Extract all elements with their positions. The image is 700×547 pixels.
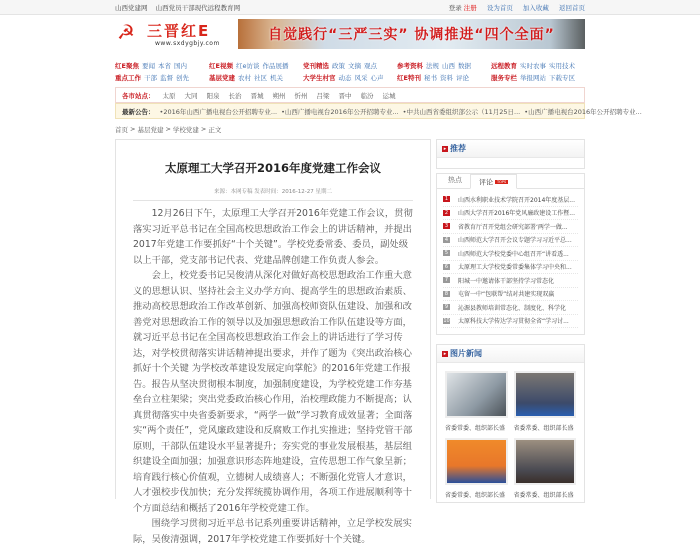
breadcrumb-separator: > bbox=[200, 125, 207, 133]
breadcrumb-item[interactable]: 学校党建 bbox=[172, 125, 199, 134]
station-link[interactable]: 忻州 bbox=[294, 91, 308, 100]
rank-number: 5 bbox=[444, 250, 449, 257]
site-logo[interactable] bbox=[115, 18, 227, 50]
ranking-item-title[interactable]: 屯留一中“包联帮”结对共建实现双赢 bbox=[458, 291, 555, 299]
breadcrumb-separator: > bbox=[130, 125, 136, 133]
nav-link[interactable]: 实用技术 bbox=[549, 61, 575, 70]
recommend-icon: ▸ bbox=[443, 145, 447, 152]
notice-link[interactable]: •山西广播电视台2016年公开招聘专业... bbox=[524, 107, 642, 116]
stations-label: 各市站点： bbox=[122, 91, 155, 100]
photo-news-title: 图片新闻 bbox=[450, 349, 482, 358]
tab-hot[interactable]: 热点 bbox=[448, 176, 462, 184]
breadcrumb bbox=[115, 119, 585, 139]
station-link[interactable]: 吕梁 bbox=[316, 91, 330, 100]
nav-link[interactable]: 作品展播 bbox=[262, 61, 289, 70]
hot-badge: TOPS bbox=[497, 180, 507, 184]
logo-text: 三晋红E bbox=[147, 22, 211, 40]
ranking-item-title[interactable]: 山西师范大学召开会议专题学习习近平总... bbox=[458, 237, 572, 245]
nav-group bbox=[115, 61, 209, 70]
ranking-item-title[interactable]: 山西大学召开2016年党风廉政建设工作暨... bbox=[458, 210, 575, 218]
rank-number: 7 bbox=[444, 277, 449, 284]
nav-section-link[interactable]: 红E视频 bbox=[209, 61, 233, 70]
nav-group bbox=[303, 61, 397, 70]
station-link[interactable]: 临汾 bbox=[360, 91, 374, 100]
nav-link[interactable]: 山西 bbox=[442, 61, 455, 70]
photo-news-box bbox=[436, 344, 585, 503]
ranking-box bbox=[436, 173, 585, 335]
station-link[interactable]: 运城 bbox=[382, 91, 396, 100]
nav-link[interactable]: 本省 bbox=[157, 61, 171, 70]
nav-link[interactable]: 社区 bbox=[254, 73, 267, 82]
nav-row bbox=[115, 59, 585, 71]
nav-link[interactable]: 文摘 bbox=[348, 61, 361, 70]
recommend-title: 推荐 bbox=[450, 144, 466, 153]
nav-link[interactable]: 下载专区 bbox=[549, 73, 575, 82]
ranking-item-title[interactable]: 阳城一中邀请体干部坚持学习常态化 bbox=[458, 277, 555, 285]
city-stations bbox=[115, 87, 585, 103]
ranking-item[interactable] bbox=[443, 261, 578, 275]
nav-section-link[interactable]: 参考资料 bbox=[397, 61, 423, 70]
nav-link[interactable]: 干部 bbox=[144, 73, 157, 82]
register-link[interactable]: 注册 bbox=[463, 4, 477, 12]
nav-group bbox=[209, 61, 303, 70]
nav-section-link[interactable]: 服务专栏 bbox=[491, 73, 517, 82]
back-home-link[interactable]: 返回首页 bbox=[559, 4, 585, 12]
recommend-box bbox=[436, 139, 585, 169]
photo-caption[interactable]: 省委常委、组织部长盛 bbox=[513, 492, 574, 499]
article-paragraph: 会上，校党委书记吴俊清从深化对做好高校思想政治工作重大意义的思想认识、坚持社会主义办学方向、提高学生的思想政治素质、推动高校思想政治工作改革创新、加强高校师资队伍建设、加强和改善党对思想政治工作的领导以及加强思想政治工作队伍建设等方面，就习近平总书记在全国高校思想政治工作会上的讲话进行了学习传达，对学校贯彻落实讲话精神提出要求，并作了题为《突出政治核心 抓好十个关键 为学校改革建设发展定向掌舵》的2016年党建工作报告。报告从坚决贯彻根本制度，加强制度建设，为学校党建工作夯基垒台立柱架梁；突出党委政治核心作用，治校理政能力不断提高；认真贯彻落实中央省委新要求，“两学一做”学习教育成效显著；全面落实“两个责任”，党风廉政建设和反腐败工作扎实推进；坚持党管干部原则，干部队伍建设水平显著提升；夯实党的事业发展根基，基层组织建设全面加强；加强意识形态阵地建设，宣传思想工作气象呈新；培育践行核心价值观，立德树人成绩喜人；不断强化党管人才意识，人才强校步伐加快；充分发挥统揽协调作用，各项工作进展顺利等十个方面总结和概括了2016年学校党建工作。 bbox=[133, 270, 413, 514]
article-paragraph: 12月26日下午，太原理工大学召开2016年党建工作会议，贯彻落实习近平总书记在全国高校思想政治工作会上的讲话精神，并提出2017年党建工作要抓好“十个关键”。学校党委常委、委员，副处级以上干部，党支部书记代表、党建品牌创建工作负责人参会。 bbox=[133, 208, 413, 266]
breadcrumb-item[interactable]: 首页 bbox=[115, 125, 128, 134]
article-title: 太原理工大学召开2016年度党建工作会议 bbox=[164, 161, 381, 175]
nav-link[interactable]: 实时农事 bbox=[520, 61, 546, 70]
article bbox=[115, 139, 431, 545]
station-link[interactable]: 太原 bbox=[162, 91, 176, 100]
ranking-item[interactable] bbox=[443, 247, 578, 261]
banner-slogan: 自觉践行“三严三实” 协调推进“四个全面” bbox=[268, 27, 555, 43]
nav-section-link[interactable]: 重点工作 bbox=[115, 73, 141, 82]
article-body bbox=[133, 206, 413, 547]
nav-group bbox=[209, 73, 303, 82]
nav-section-link[interactable]: 大学生村官 bbox=[303, 73, 336, 82]
slogan-banner bbox=[238, 19, 585, 49]
ranking-item-title[interactable]: 山西水利职业技术学院召开2014年度基层... bbox=[458, 196, 575, 204]
photo-thumbnail[interactable] bbox=[445, 438, 508, 485]
nav-link[interactable]: 评论 bbox=[455, 73, 469, 82]
station-link[interactable]: 长治 bbox=[228, 91, 242, 100]
rank-number: 3 bbox=[444, 223, 449, 230]
nav-link[interactable]: 农村 bbox=[238, 73, 251, 82]
ranking-item[interactable] bbox=[443, 288, 578, 302]
nav-section-link[interactable]: 党刊精选 bbox=[303, 61, 329, 70]
notice-label: 最新公告： bbox=[122, 107, 155, 116]
party-emblem-icon: ☭ bbox=[117, 20, 135, 44]
nav-section-link[interactable]: 远程教育 bbox=[491, 61, 517, 70]
nav-link[interactable]: 机关 bbox=[270, 73, 283, 82]
main-nav bbox=[115, 59, 585, 83]
rank-number: 9 bbox=[444, 304, 449, 311]
ranking-item-title[interactable]: 山西师范大学校党委中心组召开“讲看透... bbox=[458, 250, 569, 258]
tab-comments-label: 评论 bbox=[479, 178, 493, 187]
link-remote-edu[interactable]: 山西党员干部现代远程教育网 bbox=[155, 4, 241, 12]
nav-group bbox=[303, 73, 397, 82]
nav-link[interactable]: 秘书 bbox=[423, 73, 437, 82]
sidebar bbox=[436, 139, 585, 507]
station-link[interactable]: 阳泉 bbox=[206, 91, 220, 100]
nav-section-link[interactable]: 红E聚焦 bbox=[115, 61, 139, 70]
station-link[interactable]: 晋城 bbox=[250, 91, 264, 100]
notice-link[interactable]: •中共山西省委组织部公示（11月25日... bbox=[402, 107, 521, 116]
favorite-link[interactable]: 加入收藏 bbox=[522, 4, 549, 12]
photo-news-item[interactable] bbox=[445, 371, 508, 435]
nav-link[interactable]: 动态 bbox=[338, 73, 352, 82]
photo-news-item[interactable] bbox=[514, 438, 577, 502]
photo-thumbnail[interactable] bbox=[445, 371, 508, 418]
photo-thumbnail[interactable] bbox=[514, 371, 577, 418]
ranking-item[interactable] bbox=[443, 274, 578, 288]
nav-link[interactable]: 数据 bbox=[458, 61, 471, 70]
rank-number: 4 bbox=[444, 236, 449, 243]
nav-group bbox=[397, 73, 491, 82]
ranking-item[interactable] bbox=[443, 207, 578, 221]
ranking-item-title[interactable]: 太原理工大学校党委常委集体学习中央和... bbox=[458, 264, 572, 272]
breadcrumb-item[interactable]: 基层党建 bbox=[137, 125, 164, 134]
nav-section-link[interactable]: 红E特刊 bbox=[397, 73, 421, 82]
rank-number: 8 bbox=[444, 290, 449, 297]
nav-group bbox=[397, 61, 491, 70]
nav-link[interactable]: 观点 bbox=[364, 61, 377, 70]
notice-link[interactable]: •山西广播电视台2016年公开招聘专业... bbox=[281, 107, 399, 116]
nav-section-link[interactable]: 基层党建 bbox=[209, 73, 235, 82]
nav-row bbox=[115, 71, 585, 83]
ranking-list bbox=[437, 189, 584, 334]
nav-link[interactable]: 政策 bbox=[332, 61, 345, 70]
breadcrumb-separator: > bbox=[165, 125, 171, 133]
rank-number: 1 bbox=[444, 196, 449, 203]
ranking-item[interactable] bbox=[443, 193, 578, 207]
article-meta: 来源：本网专稿 发表时间：2016-12-27 星期二 bbox=[133, 187, 413, 201]
station-link[interactable]: 朔州 bbox=[272, 91, 286, 100]
photo-caption[interactable]: 省委常委、组织部长盛 bbox=[513, 425, 574, 432]
ranking-item[interactable] bbox=[443, 234, 578, 248]
article-paragraph: 围绕学习贯彻习近平总书记系列重要讲话精神，立足学校发展实际，吴俊清强调，2017年学校党建工作要抓好十个关键。 bbox=[133, 518, 412, 545]
ranking-item[interactable] bbox=[443, 315, 578, 329]
rank-number: 10 bbox=[443, 317, 450, 324]
photo-news-item[interactable] bbox=[445, 438, 508, 502]
photo-thumbnail[interactable] bbox=[514, 438, 577, 485]
login-link[interactable]: 登录 bbox=[448, 4, 462, 12]
nav-group bbox=[491, 73, 585, 82]
nav-link[interactable]: 风采 bbox=[354, 73, 368, 82]
station-link[interactable]: 晋中 bbox=[338, 91, 352, 100]
nav-link[interactable]: 法规 bbox=[426, 61, 439, 70]
rank-number: 2 bbox=[444, 209, 449, 216]
ranking-item-title[interactable]: 省教育厅召开党组会研究部署‘两学一做... bbox=[458, 223, 568, 231]
breadcrumb-item: 正文 bbox=[208, 125, 222, 134]
nav-link[interactable]: 举报网站 bbox=[520, 73, 546, 82]
nav-link[interactable]: 心声 bbox=[370, 73, 384, 82]
nav-link[interactable]: 要闻 bbox=[141, 61, 155, 70]
nav-link[interactable]: 监督 bbox=[160, 73, 173, 82]
photo-news-icon: ▸ bbox=[443, 350, 447, 357]
nav-link[interactable]: 红e访谈 bbox=[235, 61, 260, 70]
logo-url: www.sxdygbjy.com bbox=[155, 40, 220, 47]
notice-bar bbox=[115, 103, 642, 119]
nav-link[interactable]: 国内 bbox=[173, 61, 187, 70]
photo-news-item[interactable] bbox=[514, 371, 577, 435]
set-home-link[interactable]: 设为首页 bbox=[486, 4, 513, 12]
tab-comments[interactable] bbox=[470, 174, 517, 189]
nav-group bbox=[115, 73, 209, 82]
link-shanxi-party[interactable]: 山西党建网 bbox=[115, 4, 148, 12]
ranking-item-title[interactable]: 太原科技大学传达学习贯彻全省“学习讨... bbox=[458, 318, 569, 326]
ranking-item[interactable] bbox=[443, 301, 578, 315]
rank-number: 6 bbox=[444, 263, 449, 270]
nav-link[interactable]: 创先 bbox=[176, 73, 189, 82]
notice-link[interactable]: •2016年山西广播电视台公开招聘专业... bbox=[159, 107, 278, 116]
ranking-item[interactable] bbox=[443, 220, 578, 234]
nav-link[interactable]: 资料 bbox=[439, 73, 453, 82]
nav-group bbox=[491, 61, 585, 70]
ranking-item-title[interactable]: 沁源县教师培训常态化、制度化、科学化 bbox=[458, 304, 567, 312]
station-link[interactable]: 大同 bbox=[184, 91, 198, 100]
top-bar bbox=[0, 0, 700, 15]
photo-caption[interactable]: 省委常委、组织部长盛 bbox=[445, 492, 506, 499]
photo-caption[interactable]: 省委常委、组织部长盛 bbox=[445, 425, 506, 432]
